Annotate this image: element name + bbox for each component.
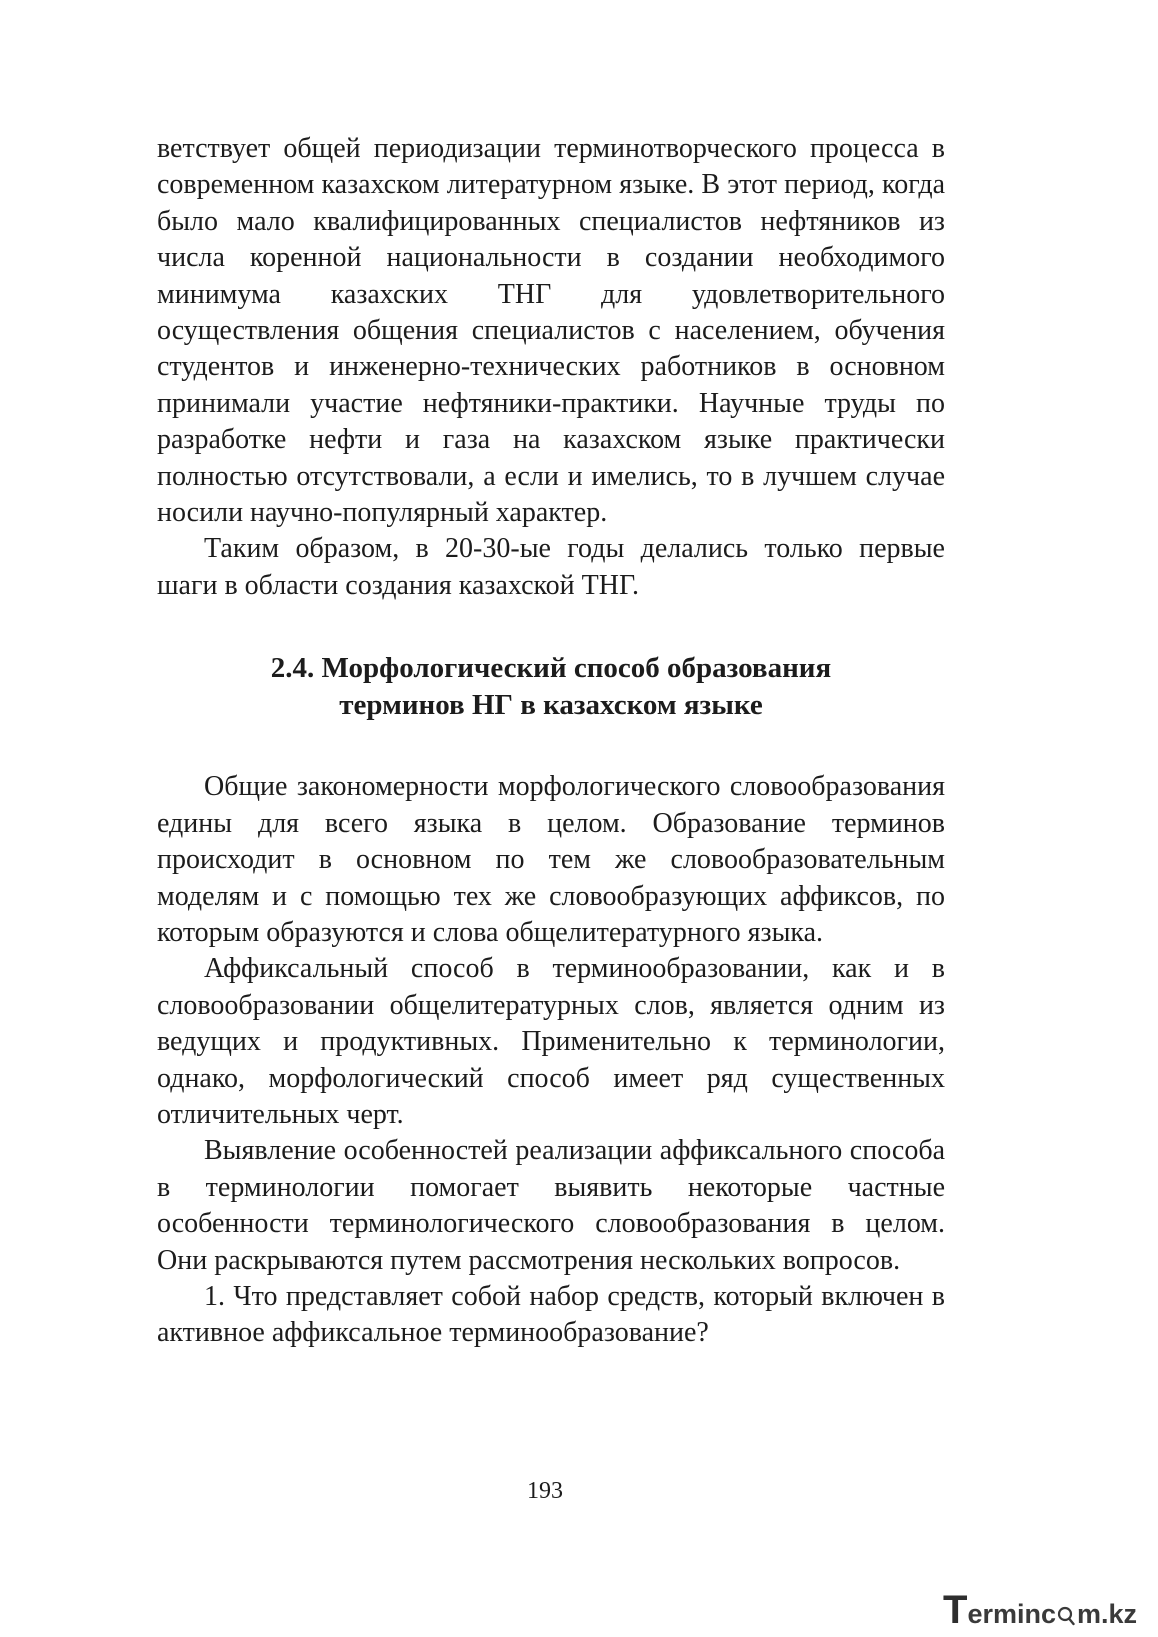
section-heading — [157, 650, 945, 724]
paragraph-question-1: 1. Что представляет собой набор средств, который включен в активное аффиксальное терминообразование? — [157, 1280, 945, 1349]
paragraph-affixal-method: Аффиксальный способ в терминообразовании, как и в словообразовании общелитературных слов, является одним из ведущих и продуктивных. Применительно к терминологии, однако, морфологический способ имеет ряд существенных отличительных черт. — [157, 953, 945, 1130]
paragraph-summary: Таким образом, в 20-30-ые годы делались только первые шаги в области создания казахской ТНГ. — [157, 533, 945, 601]
paragraph-features: Выявление особенностей реализации аффиксального способа в терминологии помогает выявить некоторые частные особенности терминологического словообразования в целом. Они раскрываются путем рассмотрения нескольких вопросов. — [157, 1135, 945, 1276]
page-number: 193 — [527, 1478, 563, 1504]
watermark-text-1: erminc — [967, 1599, 1056, 1629]
paragraph-general-patterns: Общие закономерности морфологического словообразования едины для всего языка в целом. Образование терминов происходит в основном по тем же словообразовательным моделям и с помощью тех же словообразующих аффиксов, по которым образуются и слова общелитературного языка. — [157, 771, 945, 948]
page-body — [157, 131, 945, 1352]
section-heading-line-2: терминов НГ в казахском языке — [339, 689, 763, 722]
watermark-initial: T — [943, 1588, 967, 1632]
paragraph-continued: ветствует общей периодизации терминотворческого процесса в современном казахском литературном языке. В этот период, когда было мало квалифицированных специалистов нефтяников из числа коренной национальности в создании необходимого минимума казахских ТНГ для удовлетворительного осуществления общения специалистов с населением, обучения студентов и инженерно-технических работников в основном принимали участие нефтяники-практики. Научные труды по разработке нефти и газа на казахском языке практически полностью отсутствовали, а если и имелись, то в лучшем случае носили научно-популярный характер. — [157, 133, 945, 529]
watermark-logo — [943, 1588, 1138, 1632]
magnifier-icon — [1057, 1601, 1075, 1627]
section-heading-line-1: 2.4. Морфологический способ образования — [270, 652, 832, 685]
watermark-text-2: m.kz — [1076, 1599, 1138, 1629]
